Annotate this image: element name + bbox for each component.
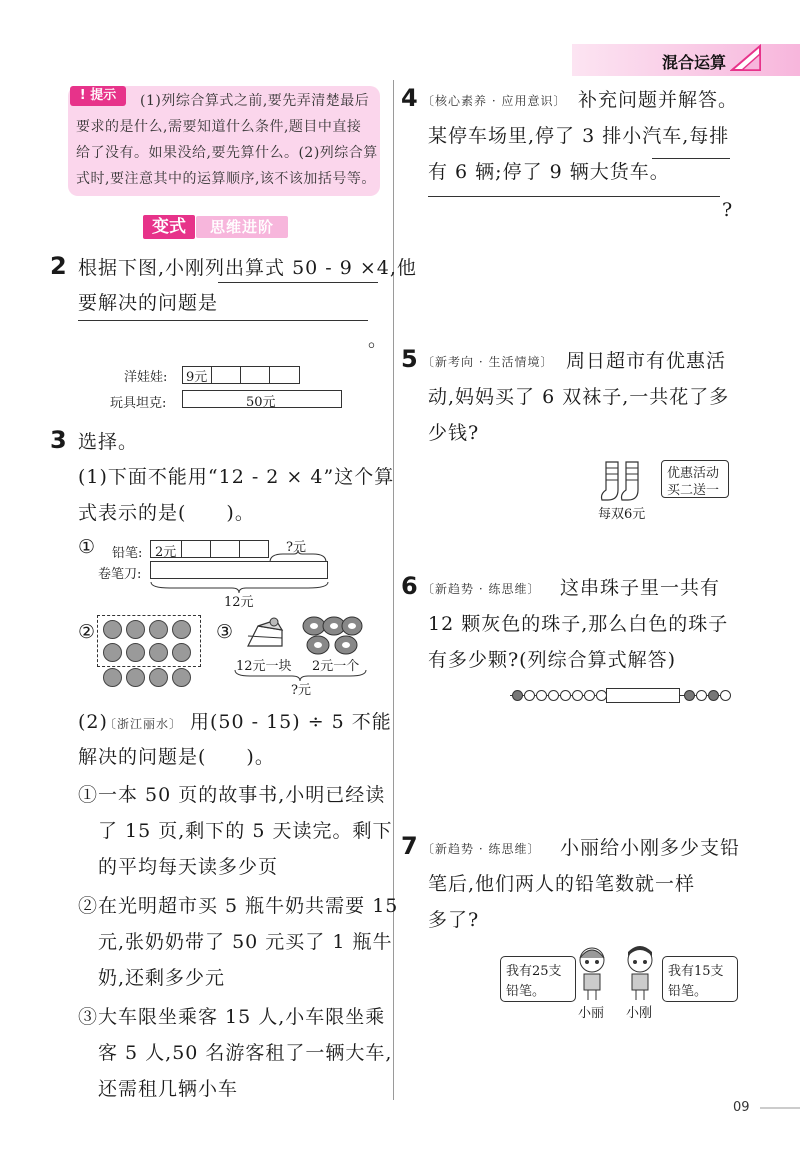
xiaoli-name: 小丽: [578, 1006, 605, 1021]
q4-line-2: 某停车场里,停了 3 排小汽车,每排: [428, 125, 730, 147]
question-number-4: 4: [401, 84, 418, 112]
tank-label: 玩具坦克:: [110, 396, 167, 411]
doll-segment: [269, 366, 300, 384]
coin: [149, 620, 168, 639]
tip-line-2: 要求的是什么,需要知道什么条件,题目中直接: [76, 119, 362, 135]
column-divider: [393, 80, 394, 1100]
option-3-marker[interactable]: ③: [216, 621, 235, 643]
coin: [103, 620, 122, 639]
q4-question-blank-2[interactable]: [428, 196, 720, 197]
pencil-segment: [181, 540, 211, 558]
q7-tag: 〔新趋势 · 练思维〕: [422, 842, 541, 856]
page-number: 09: [733, 1100, 750, 1115]
doll-price: 9元: [186, 370, 208, 385]
chapter-title: 混合运算: [662, 53, 727, 72]
option-1-marker[interactable]: ①: [78, 536, 97, 558]
coin: [126, 643, 145, 662]
coin: [126, 620, 145, 639]
donut-price: 2元一个: [312, 659, 360, 674]
q2-answer-blank-1[interactable]: [218, 282, 378, 283]
tip-badge: ! 提示: [70, 86, 126, 106]
bead-white: [524, 690, 535, 701]
choice-2-line-2: 元,张奶奶带了 50 元买了 1 瓶牛: [98, 931, 393, 953]
bead-white: [696, 690, 707, 701]
q6-line-1: 这串珠子里一共有: [560, 577, 721, 599]
xiaoli-avatar: [574, 944, 610, 1002]
choice-3-line-2: 客 5 人,50 名游客租了一辆大车,: [98, 1042, 393, 1064]
pencil-segment: [239, 540, 269, 558]
bead-white: [720, 690, 731, 701]
hidden-beads-box: [606, 688, 680, 703]
question-number-2: 2: [50, 252, 67, 280]
choice-2-line-3: 奶,还剩多少元: [98, 967, 226, 989]
bead-white: [560, 690, 571, 701]
q3-p1-line-2: 式表示的是( )。: [78, 502, 255, 524]
bead-gray: [708, 690, 719, 701]
q5-tag: 〔新考向 · 生活情境〕: [422, 355, 554, 369]
bead-gray: [684, 690, 695, 701]
q4-question-blank-1[interactable]: [652, 158, 730, 159]
triangle-ruler-icon: [730, 42, 762, 72]
choice-2-line-1[interactable]: ②在光明超市买 5 瓶牛奶共需要 15: [78, 895, 399, 917]
cake-price: 12元一块: [236, 659, 292, 674]
option-3-question: ?元: [291, 683, 311, 698]
knife-total: 12元: [224, 595, 254, 610]
knife-bar: [150, 561, 328, 579]
q4-question-mark: ?: [722, 199, 734, 221]
choice-1-line-2: 了 15 页,剩下的 5 天读完。剩下: [98, 820, 393, 842]
cake-icon: [246, 616, 286, 650]
coin: [126, 668, 145, 687]
q5-line-1: 周日超市有优惠活: [566, 350, 727, 372]
coin: [103, 643, 122, 662]
q3-p1-line-1: (1)下面不能用“12 - 2 × 4”这个算: [78, 466, 395, 488]
doll-segment: [211, 366, 241, 384]
q4-line-3: 有 6 辆;停了 9 辆大货车。: [428, 161, 670, 183]
choice-1-line-1[interactable]: ①一本 50 页的故事书,小明已经读: [78, 784, 386, 806]
coin: [172, 668, 191, 687]
q2-period: 。: [368, 329, 389, 351]
pencil-segment: [210, 540, 240, 558]
promo-line-2: 买二送一: [667, 483, 720, 498]
tip-line-4: 式时,要注意其中的运算顺序,该不该加括号等。: [76, 171, 376, 187]
q3-p2-prefix: (2): [78, 711, 108, 733]
doll-segment: [240, 366, 270, 384]
bead-white: [536, 690, 547, 701]
q3-p2-line-2: 解决的问题是( )。: [78, 746, 275, 768]
q3-p2-tag: 〔浙江丽水〕: [104, 717, 183, 731]
tip-line-1: (1)列综合算式之前,要先弄清楚最后: [140, 93, 370, 109]
q7-line-1: 小丽给小刚多少支铅: [560, 837, 741, 859]
q5-line-2: 动,妈妈买了 6 双袜子,一共花了多: [428, 386, 730, 408]
variant-label: 变式: [143, 215, 195, 239]
question-number-7: 7: [401, 832, 418, 860]
q4-tag: 〔核心素养 · 应用意识〕: [422, 94, 567, 108]
q3-p2-line-1: 用(50 - 15) ÷ 5 不能: [190, 711, 392, 733]
xiaogang-name: 小刚: [626, 1006, 653, 1021]
question-number-3: 3: [50, 426, 67, 454]
q2-line-1: 根据下图,小刚列出算式 50 - 9 ×4,他: [78, 257, 417, 279]
xiaogang-speech-line-2: 铅笔。: [668, 984, 708, 999]
coin: [103, 668, 122, 687]
pencil-question: ?元: [286, 540, 306, 555]
choice-3-line-1[interactable]: ③大车限坐乘客 15 人,小车限坐乘: [78, 1006, 386, 1028]
pencil-price: 2元: [155, 545, 177, 560]
q5-line-3: 少钱?: [428, 422, 480, 444]
coin: [149, 668, 168, 687]
bead-white: [572, 690, 583, 701]
coin: [172, 620, 191, 639]
xiaogang-speech-line-1: 我有15支: [668, 964, 724, 979]
q4-line-1: 补充问题并解答。: [578, 89, 739, 111]
pencil-label: 铅笔:: [112, 546, 143, 561]
option-2-marker[interactable]: ②: [78, 621, 97, 643]
promo-line-1: 优惠活动: [667, 466, 720, 481]
q6-line-3: 有多少颗?(列综合算式解答): [428, 649, 677, 671]
bead-white: [548, 690, 559, 701]
choice-1-line-3: 的平均每天读多少页: [98, 856, 279, 878]
donut-stack-icon: [302, 614, 364, 656]
q6-line-2: 12 颗灰色的珠子,那么白色的珠子: [428, 613, 729, 635]
knife-label: 卷笔刀:: [98, 567, 142, 582]
question-number-5: 5: [401, 345, 418, 373]
xiaoli-speech-line-2: 铅笔。: [506, 984, 546, 999]
sock-price: 每双6元: [598, 507, 646, 522]
q7-line-2: 笔后,他们两人的铅笔数就一样: [428, 873, 696, 895]
doll-label: 洋娃娃:: [124, 370, 168, 385]
q3-title: 选择。: [78, 431, 139, 453]
tank-price: 50元: [246, 395, 276, 410]
xiaogang-avatar: [622, 944, 658, 1002]
coin: [172, 643, 191, 662]
question-number-6: 6: [401, 572, 418, 600]
bead-white: [584, 690, 595, 701]
tip-line-3: 给了没有。如果没给,要先算什么。(2)列综合算: [76, 145, 378, 161]
q2-answer-blank-2[interactable]: [78, 320, 368, 321]
socks-icon: [600, 460, 650, 504]
bead-gray: [512, 690, 523, 701]
q6-tag: 〔新趋势 · 练思维〕: [422, 582, 541, 596]
q7-line-3: 多了?: [428, 909, 480, 931]
q2-line-2: 要解决的问题是: [78, 292, 219, 314]
xiaoli-speech-line-1: 我有25支: [506, 964, 562, 979]
footer-rule: [760, 1107, 800, 1109]
coin: [149, 643, 168, 662]
choice-3-line-3: 还需租几辆小车: [98, 1078, 239, 1100]
variant-sublabel: 思维进阶: [196, 216, 288, 238]
